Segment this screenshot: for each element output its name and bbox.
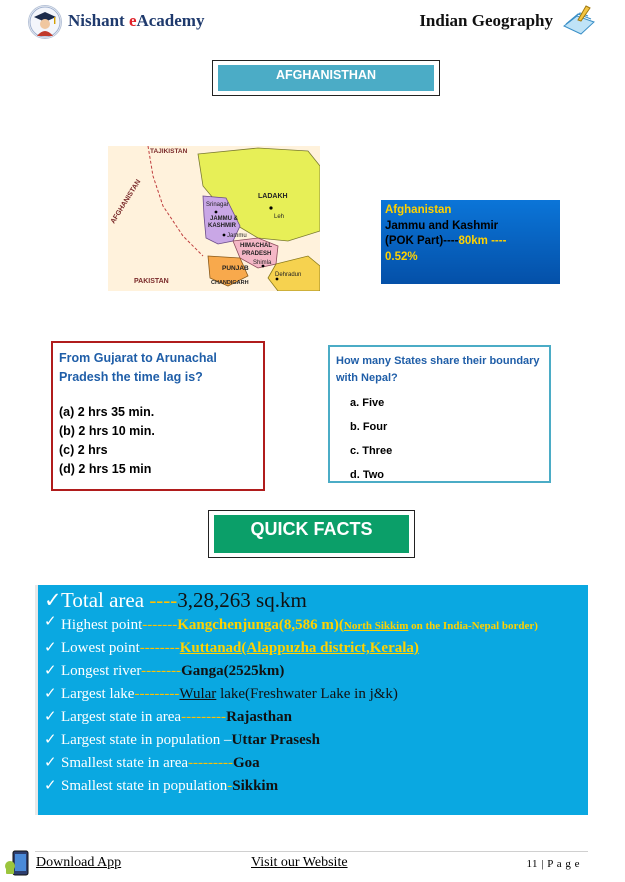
fact-largest-lake: ✓ Largest lake---------Wular lake(Freshwater Lake in j&k) [44,683,582,706]
quiz-nepal-states [328,345,551,483]
fact-smallest-state-population: ✓ Smallest state in population-Sikkim [44,775,582,798]
map-label: Jammu [227,233,247,239]
graduate-logo-icon [29,6,61,38]
check-icon: ✓ [44,709,57,725]
check-icon: ✓ [44,732,57,748]
quick-facts-title: QUICK FACTS [214,515,409,553]
quiz-option: (a) 2 hrs 35 min. [59,405,155,419]
brand-name: Nishant eAcademy [68,11,205,30]
fact-highest-point: ✓ Highest point-------Kangchenjunga(8,586 m)(North Sikkim on the India-Nepal border) [44,614,538,633]
check-icon: ✓ [44,686,57,702]
check-icon: ✓ [44,588,62,612]
subject-title: Indian Geography [419,11,553,30]
fact-smallest-state-area: ✓ Smallest state in area---------Goa [44,752,582,775]
map-label: LADAKH [258,193,288,200]
fact-total-area: ✓ Total area ----3,28,263 sq.km [44,588,307,612]
footer-divider [35,851,588,852]
map-label: JAMMU & [210,216,238,222]
quiz-time-lag [51,341,265,491]
academy-logo [28,5,62,39]
check-icon: ✓ [44,755,57,771]
check-icon: ✓ [44,778,57,794]
quiz-option: (d) 2 hrs 15 min [59,462,152,476]
facts-list [35,585,588,815]
fact-largest-state-population: ✓ Largest state in population –Uttar Prasesh [44,729,582,752]
map-label: Srinagar [206,202,229,208]
border-percent: 0.52% [385,250,418,263]
border-state: Jammu and Kashmir [385,219,499,232]
quiz-question: From Gujarat to Arunachal Pradesh the time lag is? [59,351,217,384]
page-number: 11 | P a g e [526,858,580,870]
check-icon: ✓ [44,640,57,656]
quiz-option: a. Five [350,397,385,409]
map-label: CHANDIGARH [211,280,249,286]
map-label: Dehradun [275,272,302,278]
check-icon: ✓ [44,663,57,679]
fact-longest-river: ✓ Longest river--------Ganga(2525km) [44,660,582,683]
section-title: AFGHANISTHAN [218,65,434,91]
quiz-option: (b) 2 hrs 10 min. [59,424,155,438]
download-app-link[interactable]: Download App [36,855,122,870]
map-label: TAJIKISTAN [150,148,188,155]
check-icon: ✓ [44,614,57,630]
map-label: HIMACHAL [240,243,272,249]
map-label: AFGHANISTAN [109,178,143,226]
quiz-option: d. Two [350,469,385,481]
map-label: PUNJAB [222,265,249,272]
map-label: KASHMIR [208,223,236,229]
border-length: (POK Part)----80km ---- [385,235,507,247]
map-label: Leh [274,214,285,220]
quiz-option: (c) 2 hrs [59,443,108,457]
map-label: PAKISTAN [134,278,169,285]
android-app-icon[interactable] [4,849,30,877]
fact-largest-state-area: ✓ Largest state in area---------Rajasthan [44,706,582,729]
quiz-option: c. Three [350,445,393,457]
visit-website-link[interactable]: Visit our Website [251,855,348,870]
map-label: Shimla [253,260,272,266]
fact-lowest-point: ✓ Lowest point--------Kuttanad(Alappuzha district,Kerala) [44,637,582,660]
book-icon [561,4,597,36]
map-label: PRADESH [242,251,272,257]
border-info-box [381,200,560,284]
border-country: Afghanistan [385,204,452,216]
jammu-kashmir-map [108,146,320,291]
quiz-option: b. Four [350,421,388,433]
quiz-question: How many States share their boundary with Nepal? [336,355,540,384]
